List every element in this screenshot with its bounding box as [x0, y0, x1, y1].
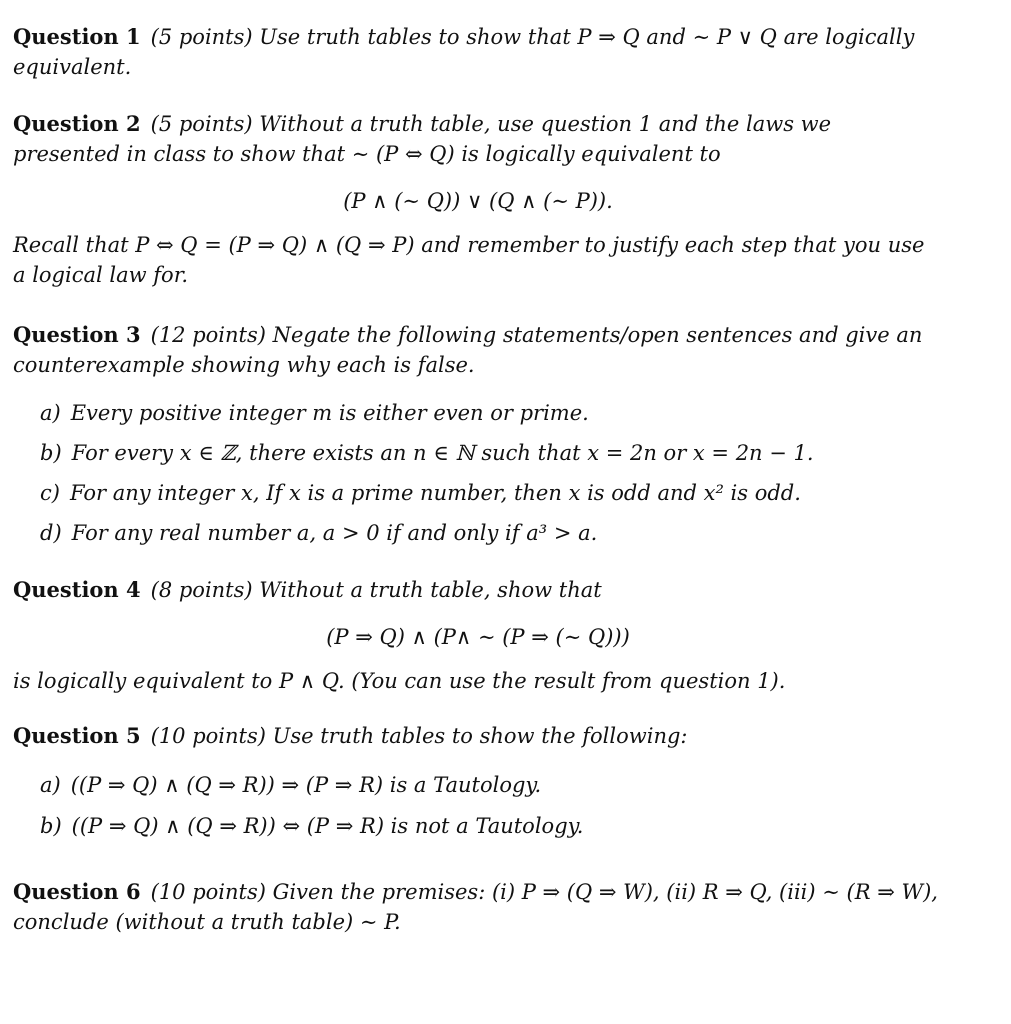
question-1-prompt	[13, 22, 943, 82]
problem-sheet	[13, 22, 943, 937]
item-text: ((P ⇒ Q) ∧ (Q ⇒ R)) ⇔ (P ⇒ R) is not a Tautology.	[71, 814, 584, 838]
question-5-list	[40, 765, 943, 847]
question-4-heading: Question 4	[13, 577, 141, 602]
question-5	[13, 721, 943, 847]
item-text: For any integer x, If x is a prime number, then x is odd and x² is odd.	[69, 481, 801, 505]
question-1-heading: Question 1	[13, 24, 141, 49]
question-4-prompt	[13, 575, 943, 605]
question-2-formula: (P ∧ (∼ Q)) ∨ (Q ∧ (∼ P)).	[343, 189, 613, 213]
item-label: a)	[40, 401, 61, 425]
question-5-heading: Question 5	[13, 723, 141, 748]
list-item	[40, 765, 943, 806]
question-3-list	[40, 393, 943, 553]
question-3-text: (12 points) Negate the following statements/open sentences and give an counterexample showing why each is false.	[13, 323, 923, 377]
item-label: b)	[40, 441, 62, 465]
item-label: d)	[40, 521, 62, 545]
question-1	[13, 22, 943, 82]
question-4-text: (8 points) Without a truth table, show that	[150, 578, 602, 602]
question-2-prompt	[13, 109, 943, 169]
item-label: c)	[40, 481, 60, 505]
question-2-note: Recall that P ⇔ Q = (P ⇒ Q) ∧ (Q ⇒ P) and remember to justify each step that you use a logical law for.	[13, 233, 925, 287]
question-2-text: (5 points) Without a truth table, use question 1 and the laws we presented in class to show that ∼ (P ⇔ Q) is logically equivalent to	[13, 112, 832, 166]
list-item	[40, 433, 943, 473]
question-6-text: (10 points) Given the premises: (i) P ⇒ (Q ⇒ W), (ii) R ⇒ Q, (iii) ∼ (R ⇒ W), conclude (without a truth table) ∼ P.	[13, 880, 938, 934]
item-text: ((P ⇒ Q) ∧ (Q ⇒ R)) ⇒ (P ⇒ R) is a Tautology.	[70, 773, 542, 797]
question-6	[13, 877, 943, 937]
question-6-heading: Question 6	[13, 879, 141, 904]
list-item	[40, 473, 943, 513]
item-text: Every positive integer m is either even or prime.	[70, 401, 589, 425]
question-4-note: is logically equivalent to P ∧ Q. (You can use the result from question 1).	[13, 669, 786, 693]
question-2	[13, 109, 943, 290]
question-4	[13, 575, 943, 696]
item-label: b)	[40, 814, 62, 838]
question-3	[13, 320, 943, 553]
list-item	[40, 806, 943, 847]
question-6-prompt	[13, 877, 943, 937]
question-3-prompt	[13, 320, 943, 380]
item-text: For every x ∈ ℤ, there exists an n ∈ ℕ such that x = 2n or x = 2n − 1.	[71, 441, 814, 465]
item-text: For any real number a, a > 0 if and only if a³ > a.	[71, 521, 598, 545]
question-4-formula: (P ⇒ Q) ∧ (P∧ ∼ (P ⇒ (∼ Q)))	[326, 625, 630, 649]
list-item	[40, 513, 943, 553]
question-1-text: (5 points) Use truth tables to show that P ⇒ Q and ∼ P ∨ Q are logically equivalent.	[13, 25, 915, 79]
question-5-prompt	[13, 721, 943, 751]
list-item	[40, 393, 943, 433]
item-label: a)	[40, 773, 61, 797]
question-3-heading: Question 3	[13, 322, 141, 347]
question-2-heading: Question 2	[13, 111, 141, 136]
question-5-text: (10 points) Use truth tables to show the following:	[150, 724, 688, 748]
